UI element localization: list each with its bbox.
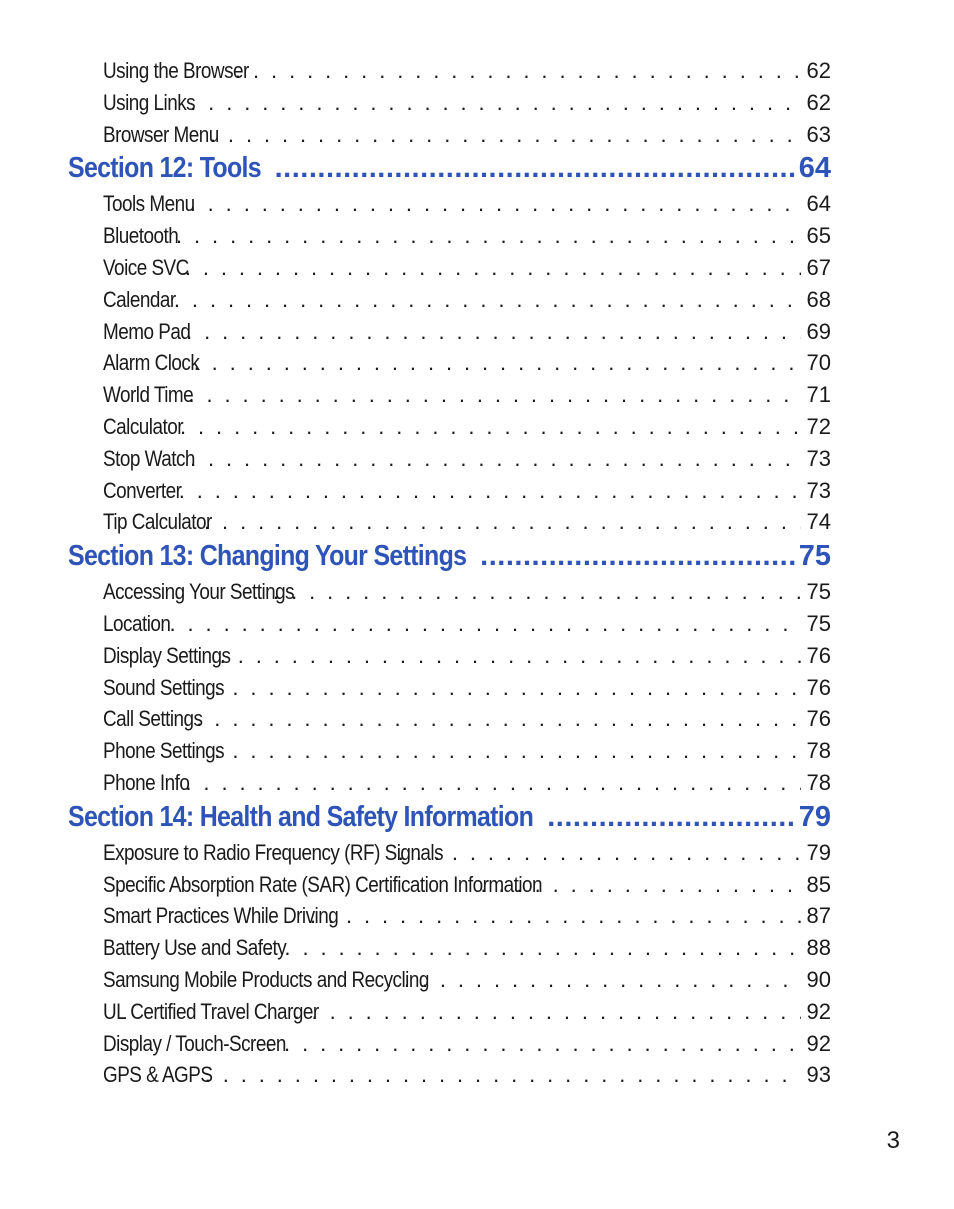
page-ref: 76 xyxy=(806,706,831,732)
dot-leader xyxy=(190,443,801,475)
section-title: Section 14: Health and Safety Information xyxy=(68,800,534,833)
dot-leader xyxy=(185,767,800,799)
toc-entry[interactable] xyxy=(103,996,831,1028)
page-ref: 87 xyxy=(806,903,831,929)
toc-entry[interactable] xyxy=(103,932,831,964)
toc-entry[interactable] xyxy=(103,475,831,507)
dot-leader xyxy=(176,220,801,252)
toc-entry[interactable] xyxy=(103,347,831,379)
toc-entry[interactable] xyxy=(103,869,831,901)
dot-leader xyxy=(174,284,801,316)
page-ref: 65 xyxy=(806,223,831,249)
toc-entry[interactable] xyxy=(103,443,831,475)
toc-entry[interactable] xyxy=(103,316,831,348)
entry-title: GPS & AGPS xyxy=(103,1062,213,1088)
page-ref: 78 xyxy=(806,770,831,795)
toc-entry[interactable] xyxy=(103,220,831,252)
entry-title: Calendar xyxy=(103,286,176,312)
entry-title: Location xyxy=(103,611,171,636)
dot-leader xyxy=(180,411,801,443)
page-ref: 71 xyxy=(806,382,831,408)
dot-leader xyxy=(398,837,801,869)
dot-leader xyxy=(273,576,800,608)
toc-entry[interactable] xyxy=(103,411,831,443)
entry-title: Bluetooth xyxy=(103,223,179,249)
entry-title: Tip Calculator xyxy=(103,509,212,535)
dot-leader xyxy=(185,252,801,284)
toc-entry[interactable] xyxy=(103,284,831,316)
entry-title: Call Settings xyxy=(103,706,203,732)
entry-title: Phone Info xyxy=(103,770,190,795)
entry-title: World Time xyxy=(103,382,194,408)
dot-leader xyxy=(294,996,801,1028)
entry-title: Display Settings xyxy=(103,642,231,668)
toc-entry[interactable] xyxy=(103,1028,831,1060)
page-ref: 75 xyxy=(806,579,831,605)
page-ref: 76 xyxy=(806,674,831,700)
dot-leader xyxy=(214,672,800,704)
toc-entry[interactable] xyxy=(103,640,831,672)
dot-leader xyxy=(190,188,801,220)
entry-title: Memo Pad xyxy=(103,318,191,344)
entry-title: Exposure to Radio Frequency (RF) Signals xyxy=(103,839,444,865)
page-ref: 72 xyxy=(806,414,831,439)
toc-entry[interactable] xyxy=(103,608,831,640)
toc-entry[interactable] xyxy=(103,55,831,87)
dot-leader xyxy=(547,797,796,837)
page-ref: 62 xyxy=(806,58,831,83)
page-ref: 70 xyxy=(806,350,831,376)
dot-leader xyxy=(386,964,801,996)
entry-title: Stop Watch xyxy=(103,445,195,471)
entry-title: Battery Use and Safety xyxy=(103,935,287,961)
dot-leader xyxy=(196,703,800,735)
page-number: 3 xyxy=(886,1127,900,1154)
toc-entry[interactable] xyxy=(103,1059,831,1091)
toc-entry[interactable] xyxy=(103,672,831,704)
dot-leader xyxy=(210,119,801,151)
page-ref: 74 xyxy=(806,509,831,535)
toc-entry[interactable] xyxy=(103,964,831,996)
dot-leader xyxy=(310,900,801,932)
toc-entry[interactable] xyxy=(103,252,831,284)
toc-entry[interactable] xyxy=(103,119,831,151)
page-ref: 79 xyxy=(798,800,831,833)
page-ref: 88 xyxy=(806,935,831,961)
toc-entry[interactable] xyxy=(103,900,831,932)
section-heading[interactable] xyxy=(68,797,831,837)
toc-entry[interactable] xyxy=(103,576,831,608)
entry-title: Phone Settings xyxy=(103,738,225,764)
dot-leader xyxy=(266,1028,800,1060)
page-ref: 90 xyxy=(806,967,831,992)
dot-leader xyxy=(179,475,801,507)
toc-entry[interactable] xyxy=(103,837,831,869)
dot-leader xyxy=(190,87,800,119)
toc-entry[interactable] xyxy=(103,703,831,735)
page-ref: 62 xyxy=(806,89,831,115)
entry-title: Using the Browser xyxy=(103,58,249,83)
section-title: Section 13: Changing Your Settings xyxy=(68,540,467,573)
toc-entry[interactable] xyxy=(103,735,831,767)
page-ref: 92 xyxy=(806,1030,831,1056)
dot-leader xyxy=(205,1059,801,1091)
page-ref: 76 xyxy=(806,642,831,668)
entry-title: UL Certified Travel Charger xyxy=(103,998,319,1024)
dot-leader xyxy=(188,379,800,411)
dot-leader xyxy=(214,735,800,767)
page-ref: 73 xyxy=(806,445,831,471)
dot-leader xyxy=(235,55,801,87)
page-ref: 85 xyxy=(806,871,831,897)
dot-leader xyxy=(220,640,801,672)
dot-leader xyxy=(204,506,800,538)
page-ref: 78 xyxy=(806,738,831,764)
entry-title: Smart Practices While Driving xyxy=(103,903,339,929)
page-ref: 79 xyxy=(806,839,831,865)
section-heading[interactable] xyxy=(68,148,831,188)
entry-title: Specific Absorption Rate (SAR) Certification Information xyxy=(103,871,543,897)
page-ref: 67 xyxy=(806,255,831,280)
page-ref: 75 xyxy=(798,540,831,573)
entry-title: Sound Settings xyxy=(103,674,225,700)
page-ref: 68 xyxy=(806,286,831,312)
page-ref: 93 xyxy=(806,1062,831,1088)
toc-entry[interactable] xyxy=(103,506,831,538)
dot-leader xyxy=(275,148,797,188)
entry-title: Calculator xyxy=(103,414,184,439)
entry-title: Alarm Clock xyxy=(103,350,200,376)
entry-title: Display / Touch-Screen xyxy=(103,1030,286,1056)
entry-title: Using Links xyxy=(103,89,196,115)
entry-title: Tools Menu xyxy=(103,191,195,217)
entry-title: Samsung Mobile Products and Recycling xyxy=(103,967,429,992)
dot-leader xyxy=(194,347,801,379)
page-ref: 75 xyxy=(806,611,831,636)
page-ref: 73 xyxy=(806,477,831,503)
page-ref: 92 xyxy=(806,998,831,1024)
toc-entry[interactable] xyxy=(103,188,831,220)
dot-leader xyxy=(170,608,801,640)
page-ref: 64 xyxy=(806,191,831,217)
toc-entry[interactable] xyxy=(103,379,831,411)
entry-title: Browser Menu xyxy=(103,121,219,147)
page-ref: 63 xyxy=(806,121,831,147)
section-title: Section 12: Tools xyxy=(68,152,261,185)
entry-title: Accessing Your Settings xyxy=(103,579,295,605)
dot-leader xyxy=(480,536,797,576)
dot-leader xyxy=(186,316,800,348)
entry-title: Voice SVC xyxy=(103,255,189,280)
section-heading[interactable] xyxy=(68,536,831,576)
dot-leader xyxy=(266,932,800,964)
page-ref: 64 xyxy=(798,152,831,185)
toc-entry[interactable] xyxy=(103,87,831,119)
page-ref: 69 xyxy=(806,318,831,344)
toc-entry[interactable] xyxy=(103,767,831,799)
entry-title: Converter xyxy=(103,477,182,503)
